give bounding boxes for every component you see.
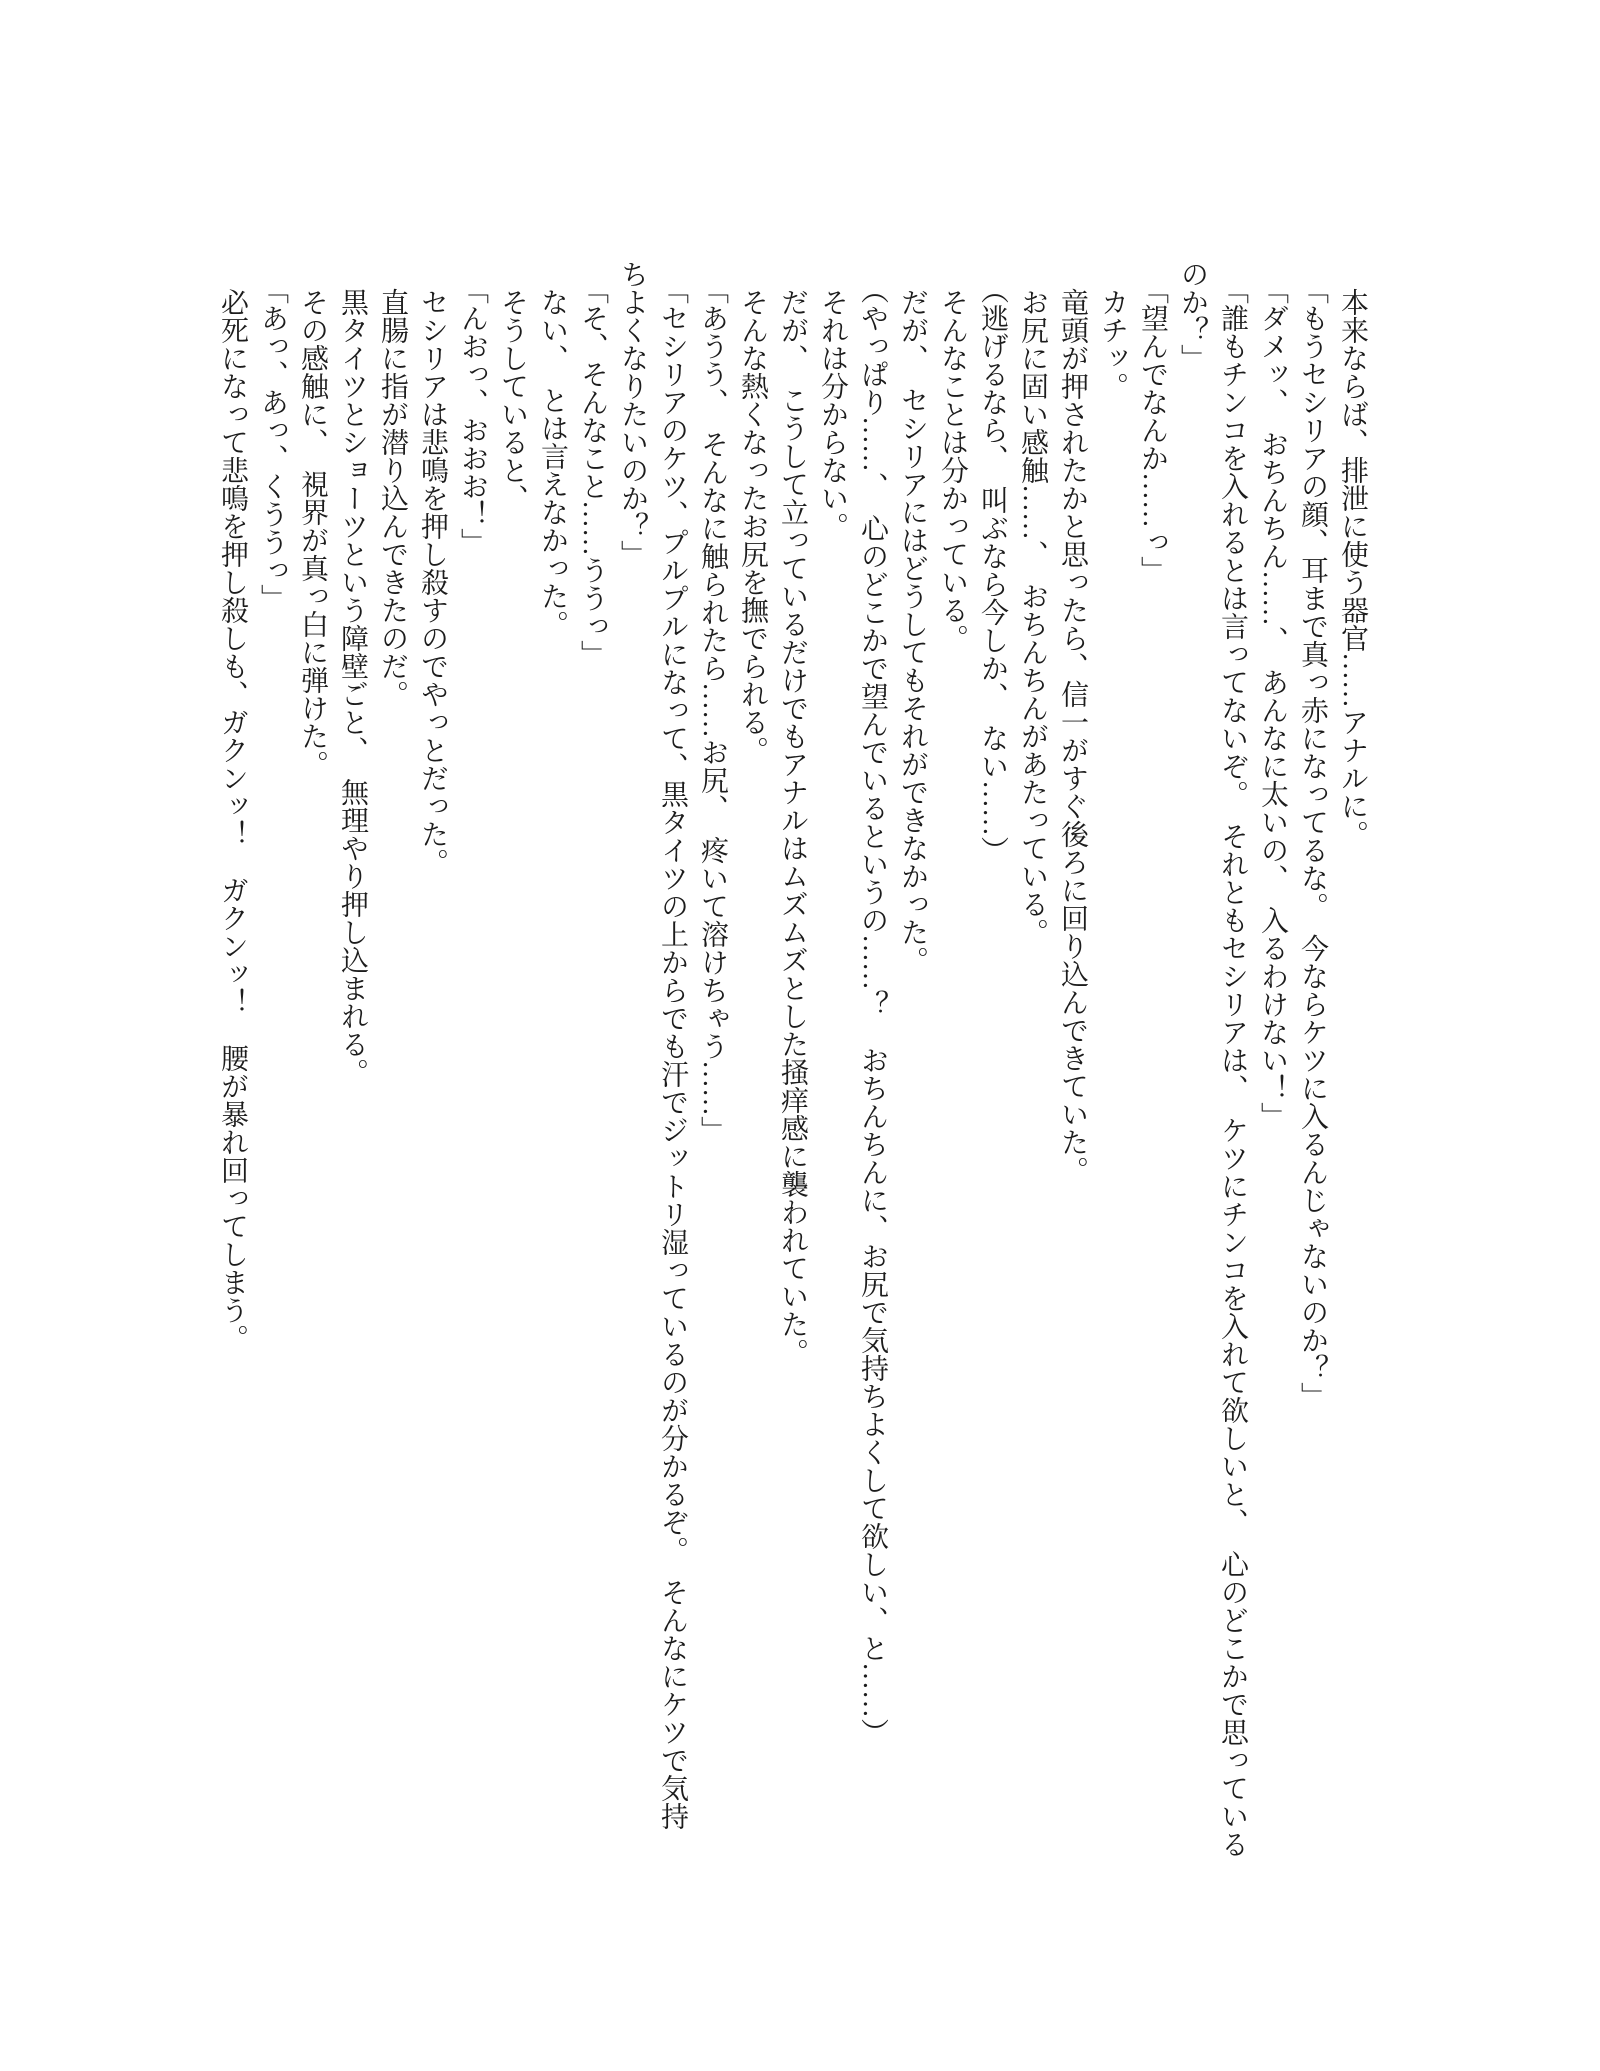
text-column: 「あうう、 そんなに触られたら……お尻、 疼いて溶けちゃう……」 bbox=[697, 276, 728, 1144]
vertical-text-block bbox=[212, 260, 1372, 1910]
text-column: そうしていると、 bbox=[497, 288, 528, 512]
text-column: 「そ、そんなこと……ううっ」 bbox=[577, 276, 608, 668]
text-column: それは分からない。 bbox=[817, 288, 848, 540]
text-column: そんなことは分かっている。 bbox=[937, 288, 968, 652]
text-column: 「ダメッ、 おちんちん……、 あんなに太いの、 入るわけない！」 bbox=[1257, 276, 1288, 1130]
text-column: 「もうセシリアの顔、耳まで真っ赤になってるな。 今ならケツに入るんじゃないのか？」 bbox=[1297, 276, 1328, 1410]
text-column: セシリアは悲鳴を押し殺すのでやっとだった。 bbox=[417, 288, 448, 876]
text-column: 「望んでなんか……っ」 bbox=[1137, 276, 1168, 584]
text-column: 「んおっ、おおお！」 bbox=[457, 276, 488, 556]
text-column: 直腸に指が潜り込んできたのだ。 bbox=[377, 288, 408, 708]
text-column: のか？」 bbox=[1177, 260, 1208, 372]
text-column: だが、 セシリアにはどうしてもそれができなかった。 bbox=[897, 288, 928, 974]
text-column: ない、 とは言えなかった。 bbox=[537, 288, 568, 638]
text-column: 「セシリアのケツ、プルプルになって、黒タイツの上からでも汗でジットリ湿っているのが分かるぞ。 そんなにケツで気持 bbox=[657, 276, 688, 1830]
text-column: （逃げるなら、 叫ぶなら今しか、 ない……） bbox=[977, 276, 1008, 864]
text-column: 黒タイツとショーツという障壁ごと、 無理やり押し込まれる。 bbox=[337, 288, 368, 1086]
text-column: お尻に固い感触……、 おちんちんがあたっている。 bbox=[1017, 288, 1048, 946]
text-column: 必死になって悲鳴を押し殺しも、ガクンッ！ ガクンッ！ 腰が暴れ回ってしまう。 bbox=[217, 288, 248, 1352]
text-column: （やっぱり……、 心のどこかで望んでいるというの……？ おちんちんに、お尻で気持ちよくして欲しい、と……） bbox=[857, 276, 888, 1746]
text-column: 本来ならば、排泄に使う器官……アナルに。 bbox=[1337, 288, 1368, 848]
text-column: そんな熱くなったお尻を撫でられる。 bbox=[737, 288, 768, 764]
text-column: その感触に、 視界が真っ白に弾けた。 bbox=[297, 288, 328, 778]
text-column: カチッ。 bbox=[1097, 288, 1128, 400]
text-column: 竜頭が押されたかと思ったら、信一がすぐ後ろに回り込んできていた。 bbox=[1057, 288, 1088, 1184]
text-column: ちよくなりたいのか？」 bbox=[617, 260, 648, 568]
text-column: 「あっ、あっ、くううっ」 bbox=[257, 276, 288, 612]
text-column: だが、 こうして立っているだけでもアナルはムズムズとした掻痒感に襲われていた。 bbox=[777, 288, 808, 1366]
text-column: 「誰もチンコを入れるとは言ってないぞ。 それともセシリアは、 ケツにチンコを入れて欲しいと、 心のどこかで思っている bbox=[1217, 276, 1248, 1858]
